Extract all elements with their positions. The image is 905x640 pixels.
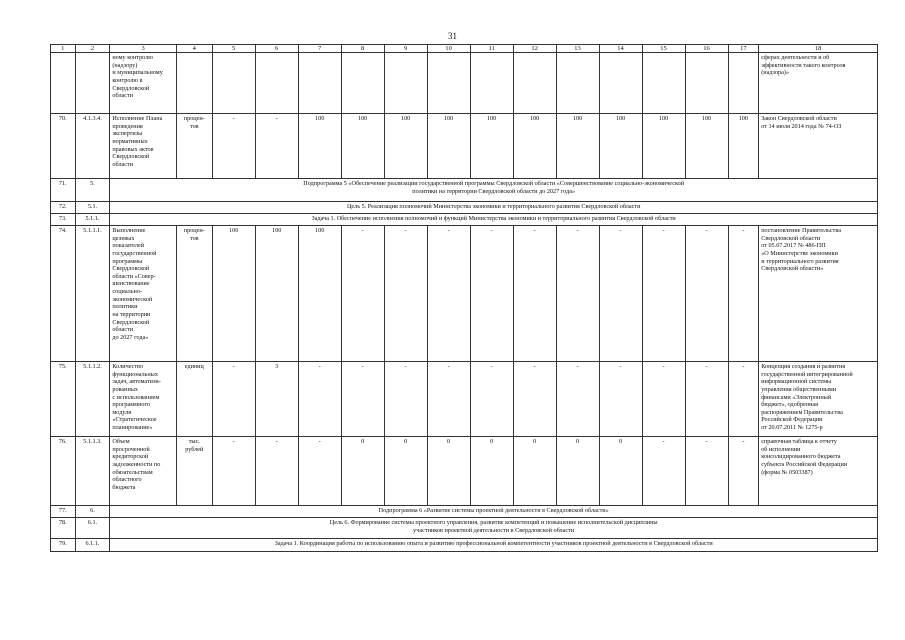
value-cell: - [513, 362, 556, 437]
empty-cell [728, 53, 759, 114]
section-heading: Задача 1. Обеспечение исполнения полномочий и функций Министерства экономики и территориального развития Свердловской области [110, 214, 878, 226]
value-cell: 100 [642, 114, 685, 179]
section-heading: Задача 1. Координация работы по использованию опыта и развитию профессиональной компетентности участников проектной деятельности в Свердловской области [110, 539, 878, 552]
row-code: 5.1.1. [75, 214, 110, 226]
column-header: 17 [728, 45, 759, 53]
column-header: 2 [75, 45, 110, 53]
value-cell: - [384, 226, 427, 362]
empty-cell [51, 53, 76, 114]
row-number: 77. [51, 506, 76, 518]
value-cell: - [556, 226, 599, 362]
column-header: 16 [685, 45, 728, 53]
indicator-name: Выполнение целевых показателей государственной программы Свердловской области «Совер- шенствование социально- экономической политики на территории Свердловской области до 2027 года» [110, 226, 177, 362]
row-number: 71. [51, 179, 76, 202]
value-cell: - [642, 437, 685, 506]
source-document: сферах деятельности и об эффективности такого контроля (надзора)» [759, 53, 878, 114]
column-header: 6 [255, 45, 298, 53]
section-heading: Подпрограмма 5 «Обеспечение реализации государственной программы Свердловской области «Совершенствование социально-экономической политики на территории Свердловской области до 2027 года» [110, 179, 878, 202]
empty-cell [556, 53, 599, 114]
column-header: 1 [51, 45, 76, 53]
value-cell: 0 [470, 437, 513, 506]
row-code: 6.1. [75, 518, 110, 539]
indicator-name: Исполнение Плана проведения экспертизы нормативных правовых актов Свердловской области [110, 114, 177, 179]
value-cell: - [685, 437, 728, 506]
value-cell: 100 [728, 114, 759, 179]
unit: процен- тов [176, 226, 212, 362]
empty-cell [341, 53, 384, 114]
table-row-task [51, 214, 878, 226]
value-cell: - [556, 362, 599, 437]
row-number: 73. [51, 214, 76, 226]
indicators-table [50, 44, 878, 552]
value-cell: - [728, 226, 759, 362]
column-header: 14 [599, 45, 642, 53]
value-cell: 0 [513, 437, 556, 506]
column-header: 7 [298, 45, 341, 53]
row-code: 5. [75, 179, 110, 202]
row-code: 5.1.1.1. [75, 226, 110, 362]
value-cell: - [728, 362, 759, 437]
section-heading: Цель 5. Реализация полномочий Министерства экономики и территориального развития Свердловской области [110, 202, 878, 214]
empty-cell [255, 53, 298, 114]
row-number: 78. [51, 518, 76, 539]
table-row-continuation [51, 53, 878, 114]
value-cell: - [470, 362, 513, 437]
value-cell: - [642, 226, 685, 362]
source-document: Концепция создания и развития государственной интегрированной информационной системы управления общественными финансами «Электронный бюджет», одобренная распоряжением Правительства Российской Федерации от 20.07.2011 № 1275-р [759, 362, 878, 437]
unit: единиц [176, 362, 212, 437]
empty-cell [599, 53, 642, 114]
value-cell: 0 [341, 437, 384, 506]
empty-cell [75, 53, 110, 114]
row-number: 75. [51, 362, 76, 437]
empty-cell [470, 53, 513, 114]
row-number: 74. [51, 226, 76, 362]
source-document: постановление Правительства Свердловской области от 05.07.2017 № 486-ПП «О Министерстве экономики и территориального развития Свердловской области» [759, 226, 878, 362]
empty-cell [513, 53, 556, 114]
row-code: 5.1. [75, 202, 110, 214]
value-cell: 0 [599, 437, 642, 506]
table-row [51, 437, 878, 506]
indicator-name: Количество функциональных задач, автоматизи- рованных с использованием программного модуля «Стратегическое планирование» [110, 362, 177, 437]
column-header: 18 [759, 45, 878, 53]
value-cell: - [255, 437, 298, 506]
value-cell: 100 [427, 114, 470, 179]
column-header: 12 [513, 45, 556, 53]
value-cell: 0 [556, 437, 599, 506]
table-row [51, 114, 878, 179]
value-cell: 100 [255, 226, 298, 362]
value-cell: 0 [384, 437, 427, 506]
row-code: 6. [75, 506, 110, 518]
page-number: 31 [448, 31, 457, 41]
value-cell: - [341, 362, 384, 437]
value-cell: 100 [341, 114, 384, 179]
column-header: 3 [110, 45, 177, 53]
value-cell: - [642, 362, 685, 437]
column-number-row [51, 45, 878, 53]
row-code: 5.1.1.3. [75, 437, 110, 506]
value-cell: - [685, 362, 728, 437]
value-cell: 100 [298, 226, 341, 362]
table-row-subprogram [51, 506, 878, 518]
row-code: 4.1.3.4. [75, 114, 110, 179]
value-cell: - [599, 226, 642, 362]
value-cell: - [212, 437, 255, 506]
table-row-goal [51, 202, 878, 214]
value-cell: 0 [427, 437, 470, 506]
column-header: 4 [176, 45, 212, 53]
row-code: 6.1.1. [75, 539, 110, 552]
value-cell: 100 [470, 114, 513, 179]
indicator-name: ному контролю (надзору) и муниципальному контролю в Свердловской области [110, 53, 177, 114]
unit: процен- тов [176, 114, 212, 179]
column-header: 11 [470, 45, 513, 53]
indicator-name: Объем просроченной кредиторской задолженности по обязательствам областного бюджета [110, 437, 177, 506]
column-header: 13 [556, 45, 599, 53]
table-row [51, 362, 878, 437]
row-code: 5.1.1.2. [75, 362, 110, 437]
empty-cell [427, 53, 470, 114]
table-row-task [51, 539, 878, 552]
column-header: 8 [341, 45, 384, 53]
row-number: 79. [51, 539, 76, 552]
empty-cell [384, 53, 427, 114]
empty-cell [176, 53, 212, 114]
value-cell: 100 [599, 114, 642, 179]
unit: тыс. рублей [176, 437, 212, 506]
value-cell: 100 [298, 114, 341, 179]
table-row-goal [51, 518, 878, 539]
value-cell: - [384, 362, 427, 437]
value-cell: - [427, 226, 470, 362]
empty-cell [685, 53, 728, 114]
value-cell: 3 [255, 362, 298, 437]
value-cell: - [298, 362, 341, 437]
value-cell: - [599, 362, 642, 437]
source-document: справочная таблица к отчету об исполнении консолидированного бюджета субъекта Российской Федерации (форма № 0503387) [759, 437, 878, 506]
value-cell: - [728, 437, 759, 506]
value-cell: - [470, 226, 513, 362]
column-header: 15 [642, 45, 685, 53]
value-cell: - [513, 226, 556, 362]
empty-cell [298, 53, 341, 114]
row-number: 76. [51, 437, 76, 506]
column-header: 5 [212, 45, 255, 53]
table-row-subprogram [51, 179, 878, 202]
table-row [51, 226, 878, 362]
value-cell: 100 [685, 114, 728, 179]
source-document: Закон Свердловской области от 14 июля 2014 года № 74-ОЗ [759, 114, 878, 179]
column-header: 9 [384, 45, 427, 53]
value-cell: 100 [212, 226, 255, 362]
value-cell: - [427, 362, 470, 437]
value-cell: - [212, 114, 255, 179]
empty-cell [642, 53, 685, 114]
value-cell: - [212, 362, 255, 437]
value-cell: - [685, 226, 728, 362]
row-number: 72. [51, 202, 76, 214]
row-number: 70. [51, 114, 76, 179]
value-cell: - [341, 226, 384, 362]
section-heading: Цель 6. Формирование системы проектного управления, развитие компетенций и повышение исполнительской дисциплины участников проектной деятельности в Свердловской области [110, 518, 878, 539]
value-cell: - [298, 437, 341, 506]
value-cell: 100 [556, 114, 599, 179]
value-cell: 100 [513, 114, 556, 179]
column-header: 10 [427, 45, 470, 53]
empty-cell [212, 53, 255, 114]
value-cell: 100 [384, 114, 427, 179]
value-cell: - [255, 114, 298, 179]
section-heading: Подпрограмма 6 «Развитие системы проектной деятельности в Свердловской области» [110, 506, 878, 518]
